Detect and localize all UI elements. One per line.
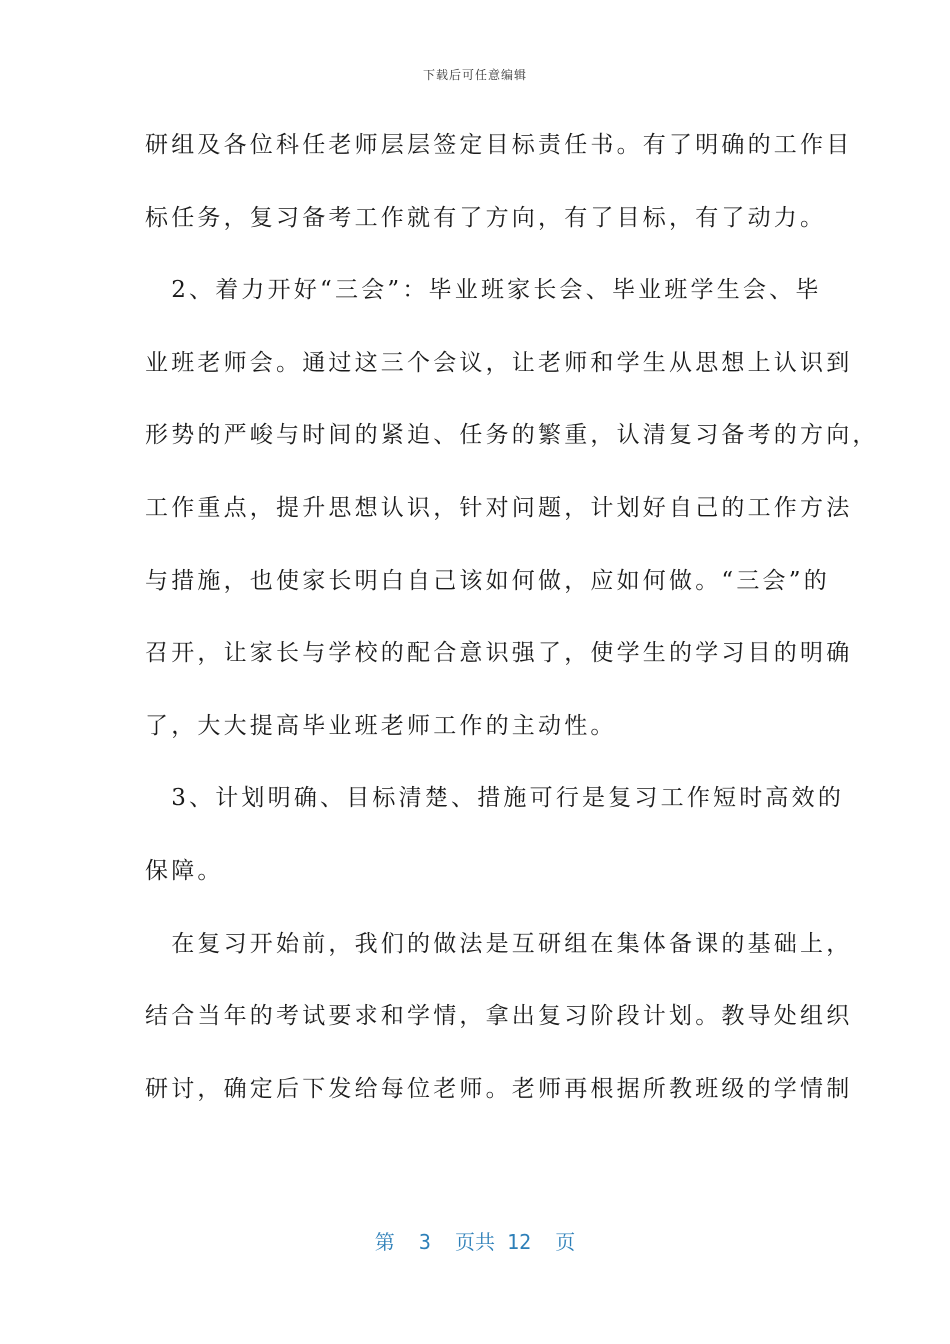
text-line: 保障。 (145, 857, 224, 884)
text-line: 研讨，确定后下发给每位老师。老师再根据所教班级的学情制 (145, 1075, 853, 1102)
text-line: 3、计划明确、目标清楚、措施可行是复习工作短时高效的 (145, 785, 845, 812)
text-line: 召开，让家长与学校的配合意识强了，使学生的学习目的明确 (145, 640, 853, 667)
text-line: 工作重点，提升思想认识，针对问题，计划好自己的工作方法 (145, 494, 853, 521)
document-body (145, 121, 879, 1137)
text-line: 2、着力开好“三会”：毕业班家长会、毕业班学生会、毕 (145, 277, 822, 304)
text-line: 与措施，也使家长明白自己该如何做，应如何做。“三会”的 (145, 567, 830, 594)
text-line: 研组及各位科任老师层层签定目标责任书。有了明确的工作目 (145, 132, 853, 158)
text-line: 了，大大提高毕业班老师工作的主动性。 (145, 712, 617, 739)
text-line: 标任务，复习备考工作就有了方向，有了目标，有了动力。 (145, 204, 827, 231)
header-note: 下载后可任意编辑 (422, 68, 527, 82)
page-footer: 第 3 页共 12 页 (374, 1230, 576, 1254)
text-line: 形势的严峻与时间的紧迫、任务的繁重，认清复习备考的方向， (145, 422, 879, 449)
text-line: 业班老师会。通过这三个会议，让老师和学生从思想上认识到 (145, 349, 853, 376)
text-line: 在复习开始前，我们的做法是互研组在集体备课的基础上， (145, 930, 853, 957)
text-line: 结合当年的考试要求和学情，拿出复习阶段计划。教导处组织 (145, 1003, 853, 1030)
